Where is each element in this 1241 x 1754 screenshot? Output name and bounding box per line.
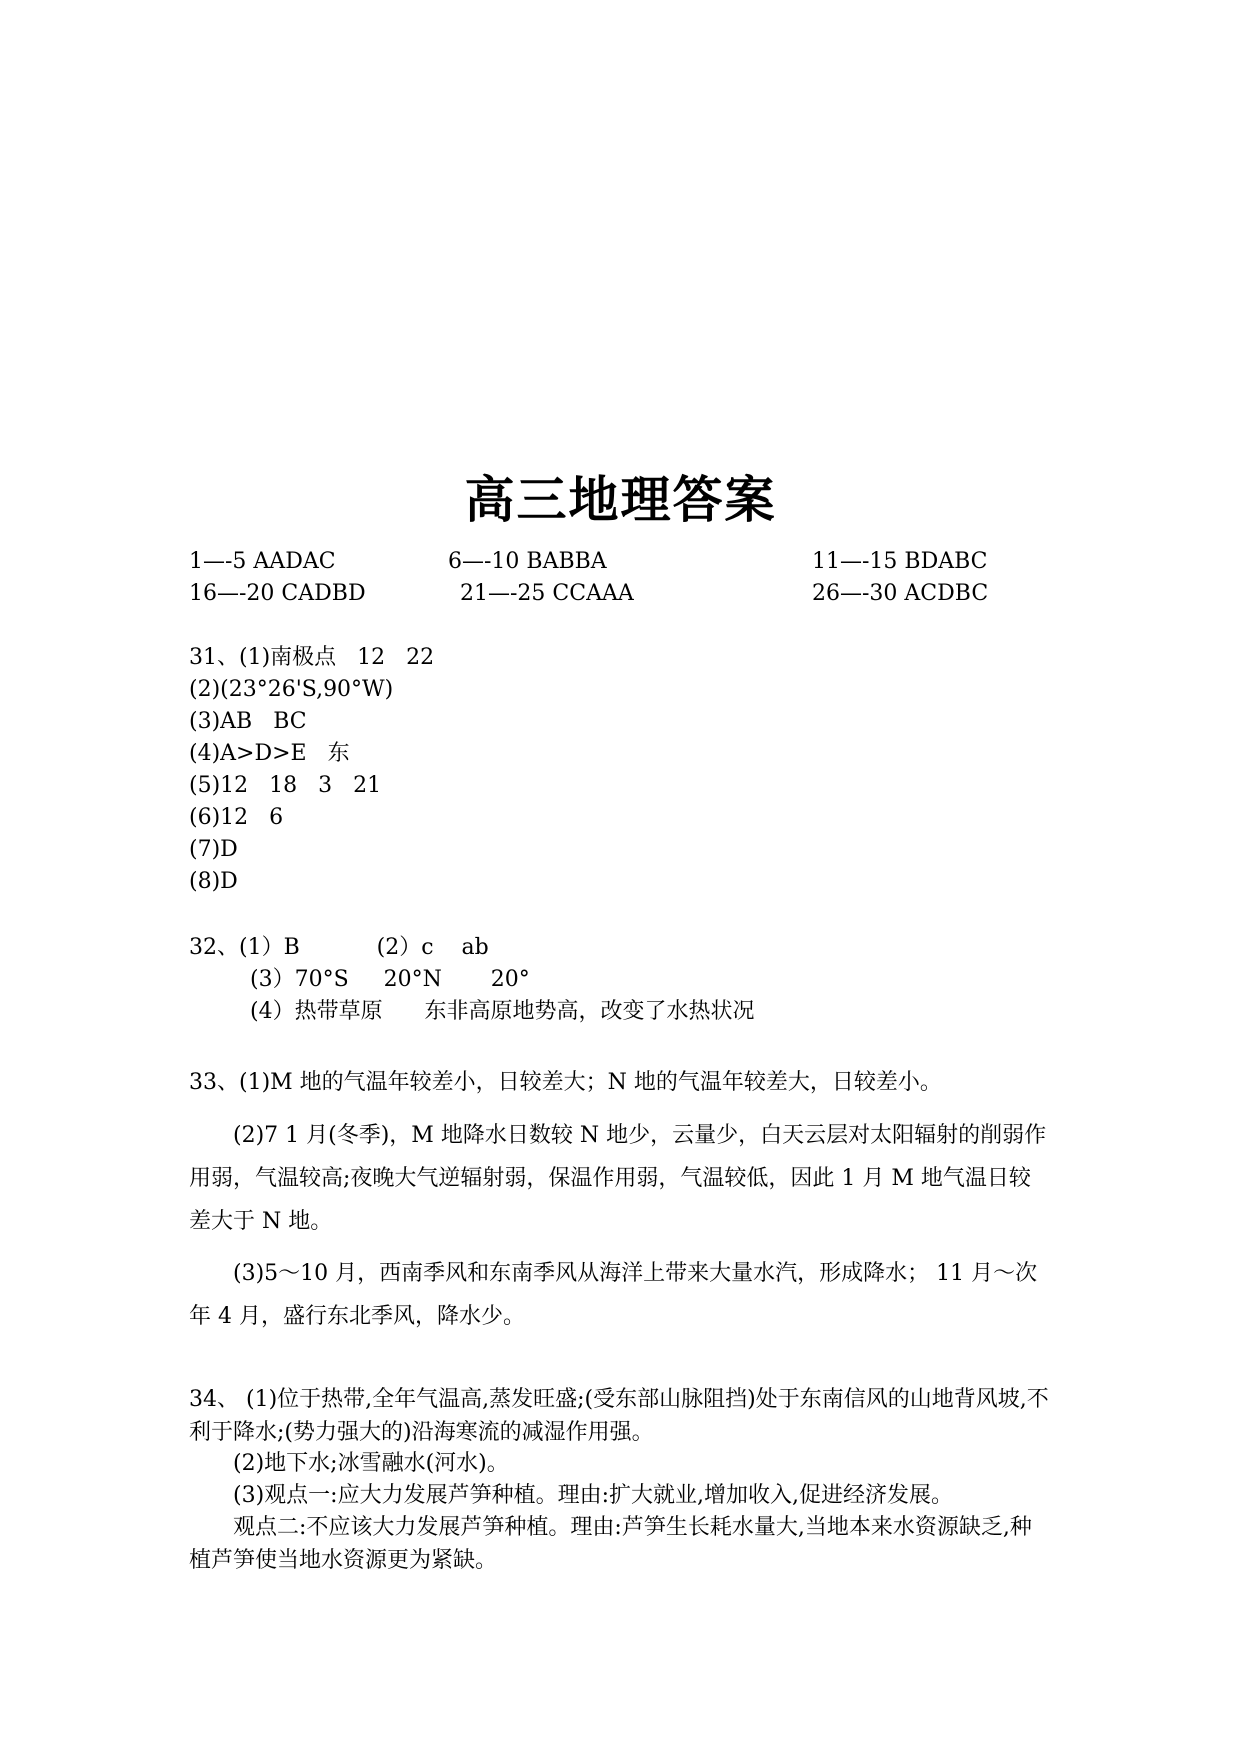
q34-part-1: 34、 (1)位于热带,全年气温高,蒸发旺盛;(受东部山脉阻挡)处于东南信风的山地背风坡,不利于降水;(势力强大的)沿海寒流的减湿作用强。	[189, 1387, 1049, 1445]
q33-part-1: 33、(1)M 地的气温年较差小，日较差大；N 地的气温年较差大，日较差小。	[189, 1070, 942, 1095]
q31-line: 31、(1)南极点 12 22	[189, 645, 435, 670]
q33-part-3: (3)5～10 月，西南季风和东南季风从海洋上带来大量水汽，形成降水； 11 月～次年 4 月，盛行东北季风，降水少。	[189, 1261, 1038, 1329]
q33-part-2: (2)7 1 月(冬季)，M 地降水日数较 N 地少，云量少，白天云层对太阳辐射的削弱作用弱，气温较高;夜晚大气逆辐射弱，保温作用弱，气温较低，因此 1 月 M 地气温日较差大于 N 地。	[189, 1123, 1047, 1234]
q32-line: (4）热带草原 东非高原地势高，改变了水热状况	[250, 999, 755, 1024]
q34-part-2: (2)地下水;冰雪融水(河水)。	[233, 1451, 509, 1476]
q31-line: (8)D	[189, 869, 238, 894]
q32-line: (3）70°S 20°N 20°	[250, 967, 530, 992]
q31-line: (2)(23°26'S,90°W)	[189, 677, 394, 702]
q31-line: (4)A>D>E 东	[189, 741, 350, 766]
q31-line: (6)12 6	[189, 805, 284, 830]
q34-part-4: 观点二:不应该大力发展芦笋种植。理由:芦笋生长耗水量大,当地本来水资源缺乏,种植芦笋使当地水资源更为紧缺。	[189, 1515, 1032, 1573]
mc-answer-1-5: 1—-5 AADAC	[189, 549, 336, 574]
q34-part-3: (3)观点一:应大力发展芦笋种植。理由:扩大就业,增加收入,促进经济发展。	[233, 1483, 953, 1508]
mc-answer-11-15: 11—-15 BDABC	[812, 549, 988, 574]
mc-answer-21-25: 21—-25 CCAAA	[460, 581, 634, 606]
q31-line: (7)D	[189, 837, 238, 862]
q31-line: (3)AB BC	[189, 709, 307, 734]
page-title: 高三地理答案	[464, 470, 777, 529]
q32-line: 32、(1）B (2）c ab	[189, 935, 489, 960]
q31-line: (5)12 18 3 21	[189, 773, 382, 798]
mc-answer-26-30: 26—-30 ACDBC	[812, 581, 989, 606]
mc-answer-6-10: 6—-10 BABBA	[448, 549, 607, 574]
mc-answer-16-20: 16—-20 CADBD	[189, 581, 366, 606]
